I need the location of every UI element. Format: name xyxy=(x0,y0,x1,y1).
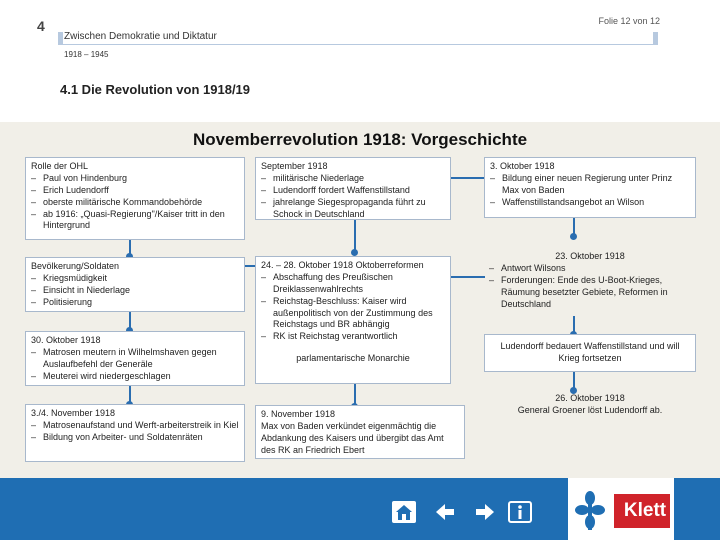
back-button[interactable] xyxy=(433,501,457,523)
box-title: 3./4. November 1918 xyxy=(31,408,116,418)
box-title: 30. Oktober 1918 xyxy=(31,335,101,345)
forward-button[interactable] xyxy=(473,501,497,523)
box-list xyxy=(490,173,690,209)
list-item: – Reichstag-Beschluss: Kaiser wird außenpolitisch von der Zustimmung des Reichstags und BR abhängig xyxy=(261,296,445,332)
slide-counter: Folie 12 von 12 xyxy=(598,16,660,26)
box-3-4-november-1918 xyxy=(25,404,245,462)
box-list xyxy=(31,173,239,232)
home-icon xyxy=(392,501,416,523)
list-item: – Antwort Wilsons xyxy=(489,263,691,275)
box-september-1918 xyxy=(255,157,451,220)
box-ludendorff xyxy=(484,334,696,372)
box-text: General Groener löst Ludendorff ab. xyxy=(517,404,663,415)
connector-line xyxy=(354,220,356,252)
list-item: – Kriegsmüdigkeit xyxy=(31,273,239,285)
connector-line xyxy=(451,276,485,278)
list-item: – Erich Ludendorff xyxy=(31,185,239,197)
box-ohl xyxy=(25,157,245,240)
box-title: 26. Oktober 1918 xyxy=(555,393,625,403)
box-title: Rolle der OHL xyxy=(31,161,89,171)
box-list xyxy=(31,347,239,383)
logo-text: Klett xyxy=(623,500,667,521)
main-title: Novemberrevolution 1918: Vorgeschichte xyxy=(192,130,528,149)
list-item: – Einsicht in Niederlage xyxy=(31,285,239,297)
box-list xyxy=(261,272,445,343)
section-title: 4.1 Die Revolution von 1918/19 xyxy=(60,82,251,97)
list-item: – oberste militärische Kommandobehörde xyxy=(31,197,239,209)
box-list xyxy=(31,420,239,444)
list-item: – Abschaffung des Preußischen Dreiklassenwahlrechts xyxy=(261,272,445,296)
box-26-oktober-1918 xyxy=(484,390,696,424)
box-note: parlamentarische Monarchie xyxy=(296,353,410,364)
header-bar-accent-right xyxy=(653,32,658,45)
list-item: – Bildung von Arbeiter- und Soldatenräten xyxy=(31,432,239,444)
box-list xyxy=(489,263,691,311)
list-item: – Waffenstillstandsangebot an Wilson xyxy=(490,197,690,209)
list-item: – Ludendorff fordert Waffenstillstand xyxy=(261,185,445,197)
box-23-oktober-1918 xyxy=(484,248,696,316)
list-item: – Bildung einer neuen Regierung unter Prinz Max von Baden xyxy=(490,173,690,197)
box-bevoelkerung xyxy=(25,257,245,312)
box-list xyxy=(261,173,445,221)
list-item: – ab 1916: „Quasi-Regierung"/Kaiser tritt in den Hintergrund xyxy=(31,209,239,233)
box-text: Max von Baden verkündet eigenmächtig die Abdankung des Kaisers und übergibt das Amt des RK an Friedrich Ebert xyxy=(261,420,444,455)
box-title: 3. Oktober 1918 xyxy=(490,161,555,171)
list-item: – Matrosen meutern in Wilhelmshaven gegen Auslaufbefehl der Generäle xyxy=(31,347,239,371)
info-button[interactable] xyxy=(508,501,532,523)
box-list xyxy=(31,273,239,309)
header-bar-accent xyxy=(58,32,63,45)
box-title: 24. – 28. Oktober 1918 Oktoberreformen xyxy=(261,260,424,270)
connector-dot xyxy=(570,233,577,240)
list-item: – Meuterei wird niedergeschlagen xyxy=(31,371,239,383)
list-item: – Forderungen: Ende des U-Boot-Krieges, Räumung besetzter Gebiete, Reformen in Deutschland xyxy=(489,275,691,311)
box-9-november-1918 xyxy=(255,405,465,459)
connector-dot xyxy=(351,249,358,256)
slide-header xyxy=(0,0,720,122)
list-item: – Politisierung xyxy=(31,297,239,309)
box-text: Ludendorff bedauert Waffenstillstand und will Krieg fortsetzen xyxy=(500,341,680,363)
connector-line xyxy=(451,177,485,179)
list-item: – Matrosenaufstand und Werft-arbeiterstreik in Kiel xyxy=(31,420,239,432)
period-years: 1918 – 1945 xyxy=(64,50,109,59)
back-arrow-icon xyxy=(433,501,457,523)
slide-content xyxy=(0,122,720,478)
info-icon xyxy=(508,501,532,523)
box-title: September 1918 xyxy=(261,161,328,171)
box-title: Bevölkerung/Soldaten xyxy=(31,261,120,271)
chapter-subtitle: Zwischen Demokratie und Diktatur xyxy=(64,31,217,42)
box-3-oktober-1918 xyxy=(484,157,696,218)
box-title: 23. Oktober 1918 xyxy=(555,251,625,261)
list-item: – Paul von Hindenburg xyxy=(31,173,239,185)
box-30-oktober-1918 xyxy=(25,331,245,386)
list-item: – RK ist Reichstag verantwortlich xyxy=(261,331,445,343)
list-item: – militärische Niederlage xyxy=(261,173,445,185)
forward-arrow-icon xyxy=(473,501,497,523)
box-oktoberreformen xyxy=(255,256,451,384)
home-button[interactable] xyxy=(392,501,416,523)
chapter-number: 4 xyxy=(37,18,45,34)
box-title: 9. November 1918 xyxy=(261,409,336,419)
slide-footer xyxy=(0,478,720,540)
list-item: – jahrelange Siegespropaganda führt zu Schock in Deutschland xyxy=(261,197,445,221)
